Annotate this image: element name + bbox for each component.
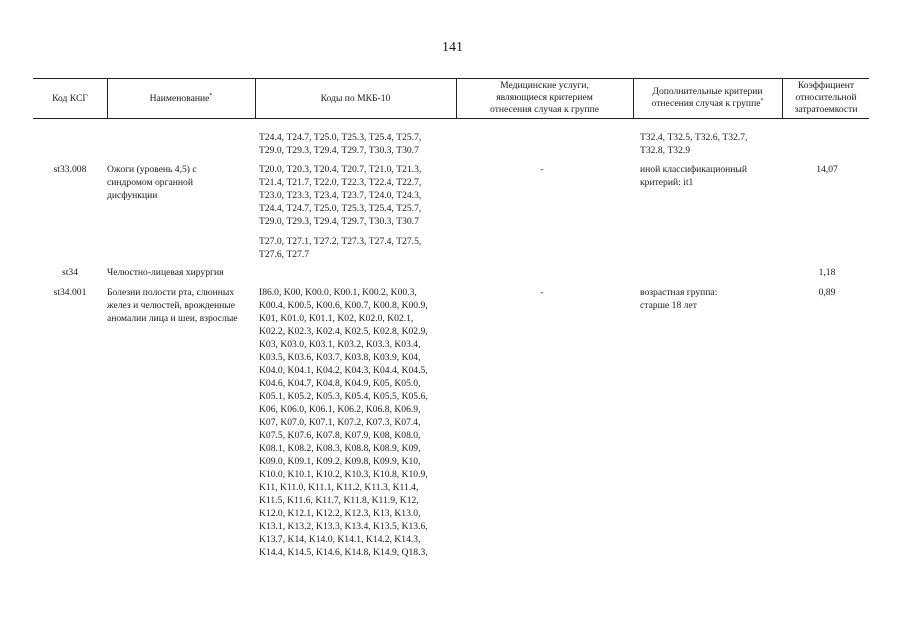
ksg-code: st33.008 xyxy=(53,164,87,175)
header-bottom-rule xyxy=(33,118,869,119)
ksg-name: Челюстно-лицевая хирургия xyxy=(107,267,224,278)
coefficient: 0,89 xyxy=(818,287,836,298)
coefficient: 14,07 xyxy=(816,164,838,175)
ksg-code: st34.001 xyxy=(53,287,87,298)
header-additional-criteria: Дополнительные критерии отнесения случая к группе* xyxy=(651,86,764,109)
page-number: 141 xyxy=(442,40,463,55)
mkb-codes-extra: Т27.0, Т27.1, Т27.2, Т27.3, Т27.4, Т27.5, Т27.6, Т27.7 xyxy=(259,236,422,260)
medical-service: - xyxy=(540,164,544,175)
coefficient: 1,18 xyxy=(818,267,836,278)
header-mkb-codes: Коды по МКБ-10 xyxy=(320,92,391,104)
ksg-name: Ожоги (уровень 4,5) с синдромом органной дисфункции xyxy=(107,164,197,201)
header-coefficient: Коэффициент относительной затратоемкости xyxy=(794,80,858,115)
mkb-codes: I86.0, K00, K00.0, K00.1, K00.2, K00.3, K00.4, K00.5, K00.6, K00.7, K00.8, K00.9, K01, K01.0, K01.1, K02, K02.0, K02.1, K02.2, K02.3, K02.4, K02.5, K02.8, K02.9, K03, K03.0, K03.1, K03.2, K03.3, K03.4, K03.5, K03.6, K03.7, K03.8, K03.9, K04, K04.0, K04.1, K04.2, K04.3, K04.4, K04.5, K04.6, K04.7, K04.8, K04.9, K05, K05.0, K05.1, K05.2, K05.3, K05.4, K05.5, K05.6, K06, K06.0, K06.1, K06.2, K06.8, K06.9, K07, K07.0, K07.1, K07.2, K07.3, K07.4, K07.5, K07.6, K07.8, K07.9, K08, K08.0, K08.1, K08.2, K08.3, K08.8, K08.9, K09, K09.0, K09.1, K09.2, K09.8, K09.9, K10, K10.0, K10.1, K10.2, K10.3, K10.8, K10.9, K11, K11.0, K11.1, K11.2, K11.3, K11.4, K11.5, K11.6, K11.7, K11.8, K11.9, K12, K12.0, K12.1, K12.2, K12.3, K13, K13.0, K13.1, K13.2, K13.3, K13.4, K13.5, K13.6, K13.7, K14, K14.0, K14.1, K14.2, K14.3, K14.4, K14.5, K14.6, K14.8, K14.9, Q18.3, xyxy=(259,287,428,558)
header-code-ksg: Код КСГ xyxy=(52,92,88,104)
table-row-continued-additional: Т32.4, Т32.5, Т32.6, Т32.7, Т32.8, Т32.9 xyxy=(640,132,748,156)
ksg-name: Болезни полости рта, слюнных желез и челюстей, врожденные аномалии лица и шеи, взрослые xyxy=(107,287,238,324)
mkb-codes: Т20.0, Т20.3, Т20.4, Т20.7, Т21.0, Т21.3, Т21.4, Т21.7, Т22.0, Т22.3, Т22.4, Т22.7, Т23.0, Т23.3, Т23.4, Т23.7, Т24.0, Т24.3, Т24.4, Т24.7, Т25.0, Т25.3, Т25.4, Т25.7, Т29.0, Т29.3, Т29.4, Т29.7, Т30.3, Т30.7 xyxy=(259,164,422,227)
table-row-continued-mkb: Т24.4, Т24.7, Т25.0, Т25.3, Т25.4, Т25.7, Т29.0, Т29.3, Т29.4, Т29.7, Т30.3, Т30.7 xyxy=(259,132,422,156)
header-medical-services: Медицинские услуги, являющиеся критерием отнесения случая к группе xyxy=(490,80,599,115)
header-name: Наименование* xyxy=(149,92,213,104)
medical-service: - xyxy=(540,287,544,298)
additional-criteria: возрастная группа: старше 18 лет xyxy=(640,287,718,311)
additional-criteria: иной классификационный критерий: it1 xyxy=(640,164,747,188)
ksg-code: st34 xyxy=(62,267,78,278)
